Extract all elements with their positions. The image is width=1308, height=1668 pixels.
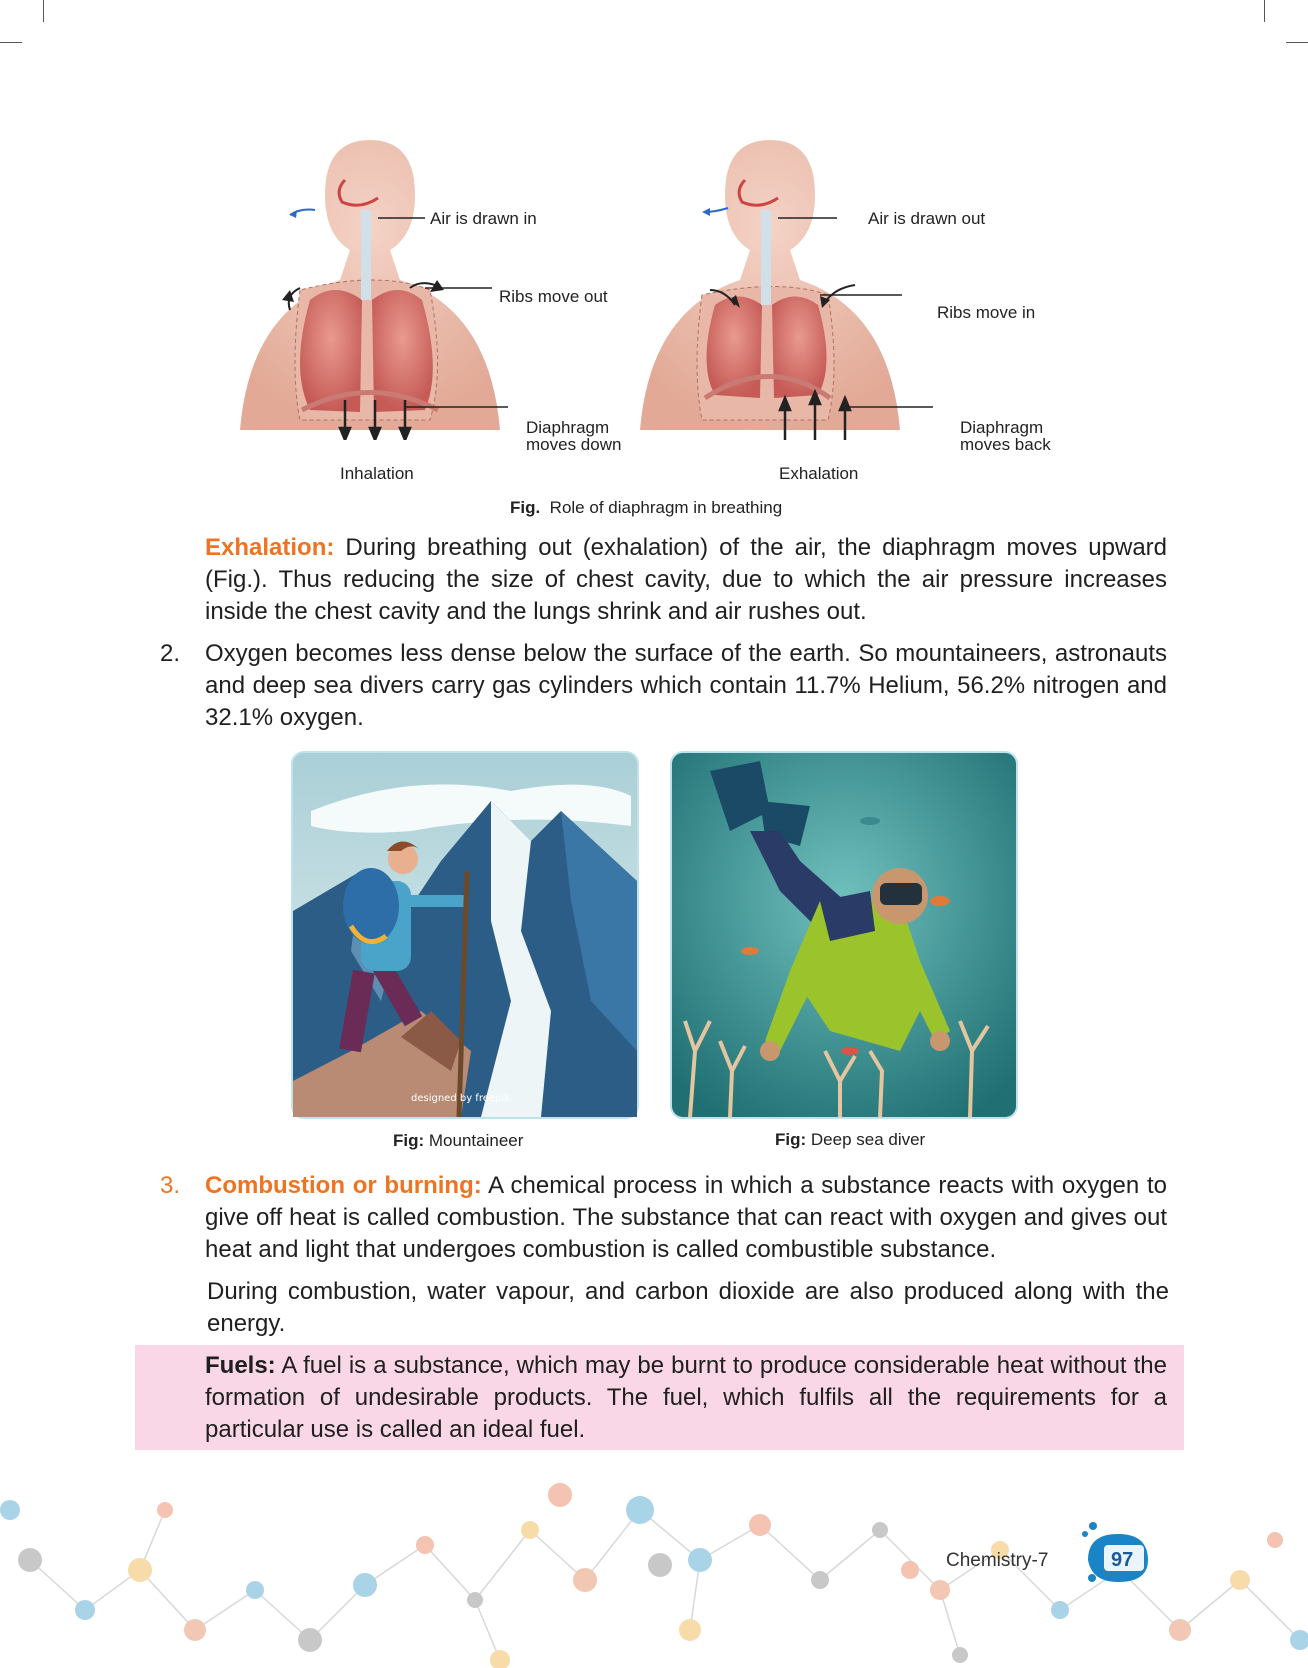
crop-mark	[1264, 0, 1265, 22]
ribs-move-in-label: Ribs move in	[937, 303, 1036, 322]
item-2-text: Oxygen becomes less dense below the surface of the earth. So mountaineers, astronauts and deep sea divers carry gas cylinders which contain 11.7% Helium, 56.2% nitrogen and 32.1% oxygen.	[205, 640, 1167, 731]
crop-mark	[0, 42, 22, 43]
diver-caption	[775, 1130, 925, 1150]
fuels-paragraph	[205, 1350, 1167, 1446]
photo-watermark: designed by freepik	[411, 1093, 510, 1104]
item-3-number: 3.	[160, 1172, 181, 1199]
fuels-text: A fuel is a substance, which may be burnt to produce considerable heat without the formation of undesirable products. The fuel, which fulfils all the requirements for a particular use is called an ideal fuel.	[205, 1352, 1167, 1443]
exhalation-term: Exhalation:	[205, 534, 335, 561]
exhalation-title: Exhalation	[779, 464, 859, 483]
combustion-term: Combustion or burning:	[205, 1172, 482, 1199]
diaphragm-line2: moves back	[960, 435, 1051, 454]
exhalation-paragraph	[205, 532, 1167, 628]
item-3-extra: During combustion, water vapour, and carbon dioxide are also produced along with the energy.	[207, 1278, 1169, 1337]
diaphragm-line1: Diaphragm	[960, 418, 1044, 437]
mountaineer-caption-text: Mountaineer	[424, 1131, 524, 1150]
diaphragm-back-label	[960, 419, 1051, 453]
mountaineer-caption-prefix: Fig:	[393, 1131, 425, 1150]
crop-mark	[43, 0, 44, 22]
breathing-diagram	[230, 140, 1080, 440]
exhalation-figure	[640, 140, 900, 430]
mountaineer-caption	[393, 1131, 523, 1151]
diagram-caption	[510, 498, 782, 518]
diaphragm-down-label	[526, 419, 621, 453]
diver-image	[670, 751, 1018, 1119]
footer-book-title: Chemistry-7	[946, 1550, 1049, 1571]
ribs-move-out-label: Ribs move out	[499, 287, 608, 306]
item-3-text	[205, 1170, 1167, 1266]
inhalation-figure	[240, 140, 500, 430]
diaphragm-line1: Diaphragm	[526, 418, 610, 437]
combustion-text: A chemical process in which a substance reacts with oxygen to give off heat is called combustion. The substance that can react with oxygen and gives out heat and light that undergoes combustion is called combustible substance.	[205, 1172, 1167, 1263]
air-drawn-out-label: Air is drawn out	[868, 209, 986, 228]
diver-caption-text: Deep sea diver	[806, 1130, 926, 1149]
fuels-term: Fuels:	[205, 1352, 276, 1379]
air-drawn-in-label: Air is drawn in	[430, 209, 537, 228]
exhalation-text: During breathing out (exhalation) of the air, the diaphragm moves upward (Fig.). Thus reducing the size of chest cavity, due to which the air pressure increases inside the chest cavity and the lungs shrink and air rushes out.	[205, 534, 1167, 625]
mountaineer-image	[291, 751, 639, 1119]
crop-mark	[1286, 42, 1308, 43]
caption-prefix: Fig.	[510, 498, 541, 517]
diver-caption-prefix: Fig:	[775, 1130, 807, 1149]
inhalation-title: Inhalation	[340, 464, 414, 483]
page-number: 97	[1111, 1549, 1134, 1571]
item-2-number: 2.	[160, 640, 181, 667]
caption-text: Role of diaphragm in breathing	[549, 498, 783, 517]
diaphragm-line2: moves down	[526, 435, 622, 454]
